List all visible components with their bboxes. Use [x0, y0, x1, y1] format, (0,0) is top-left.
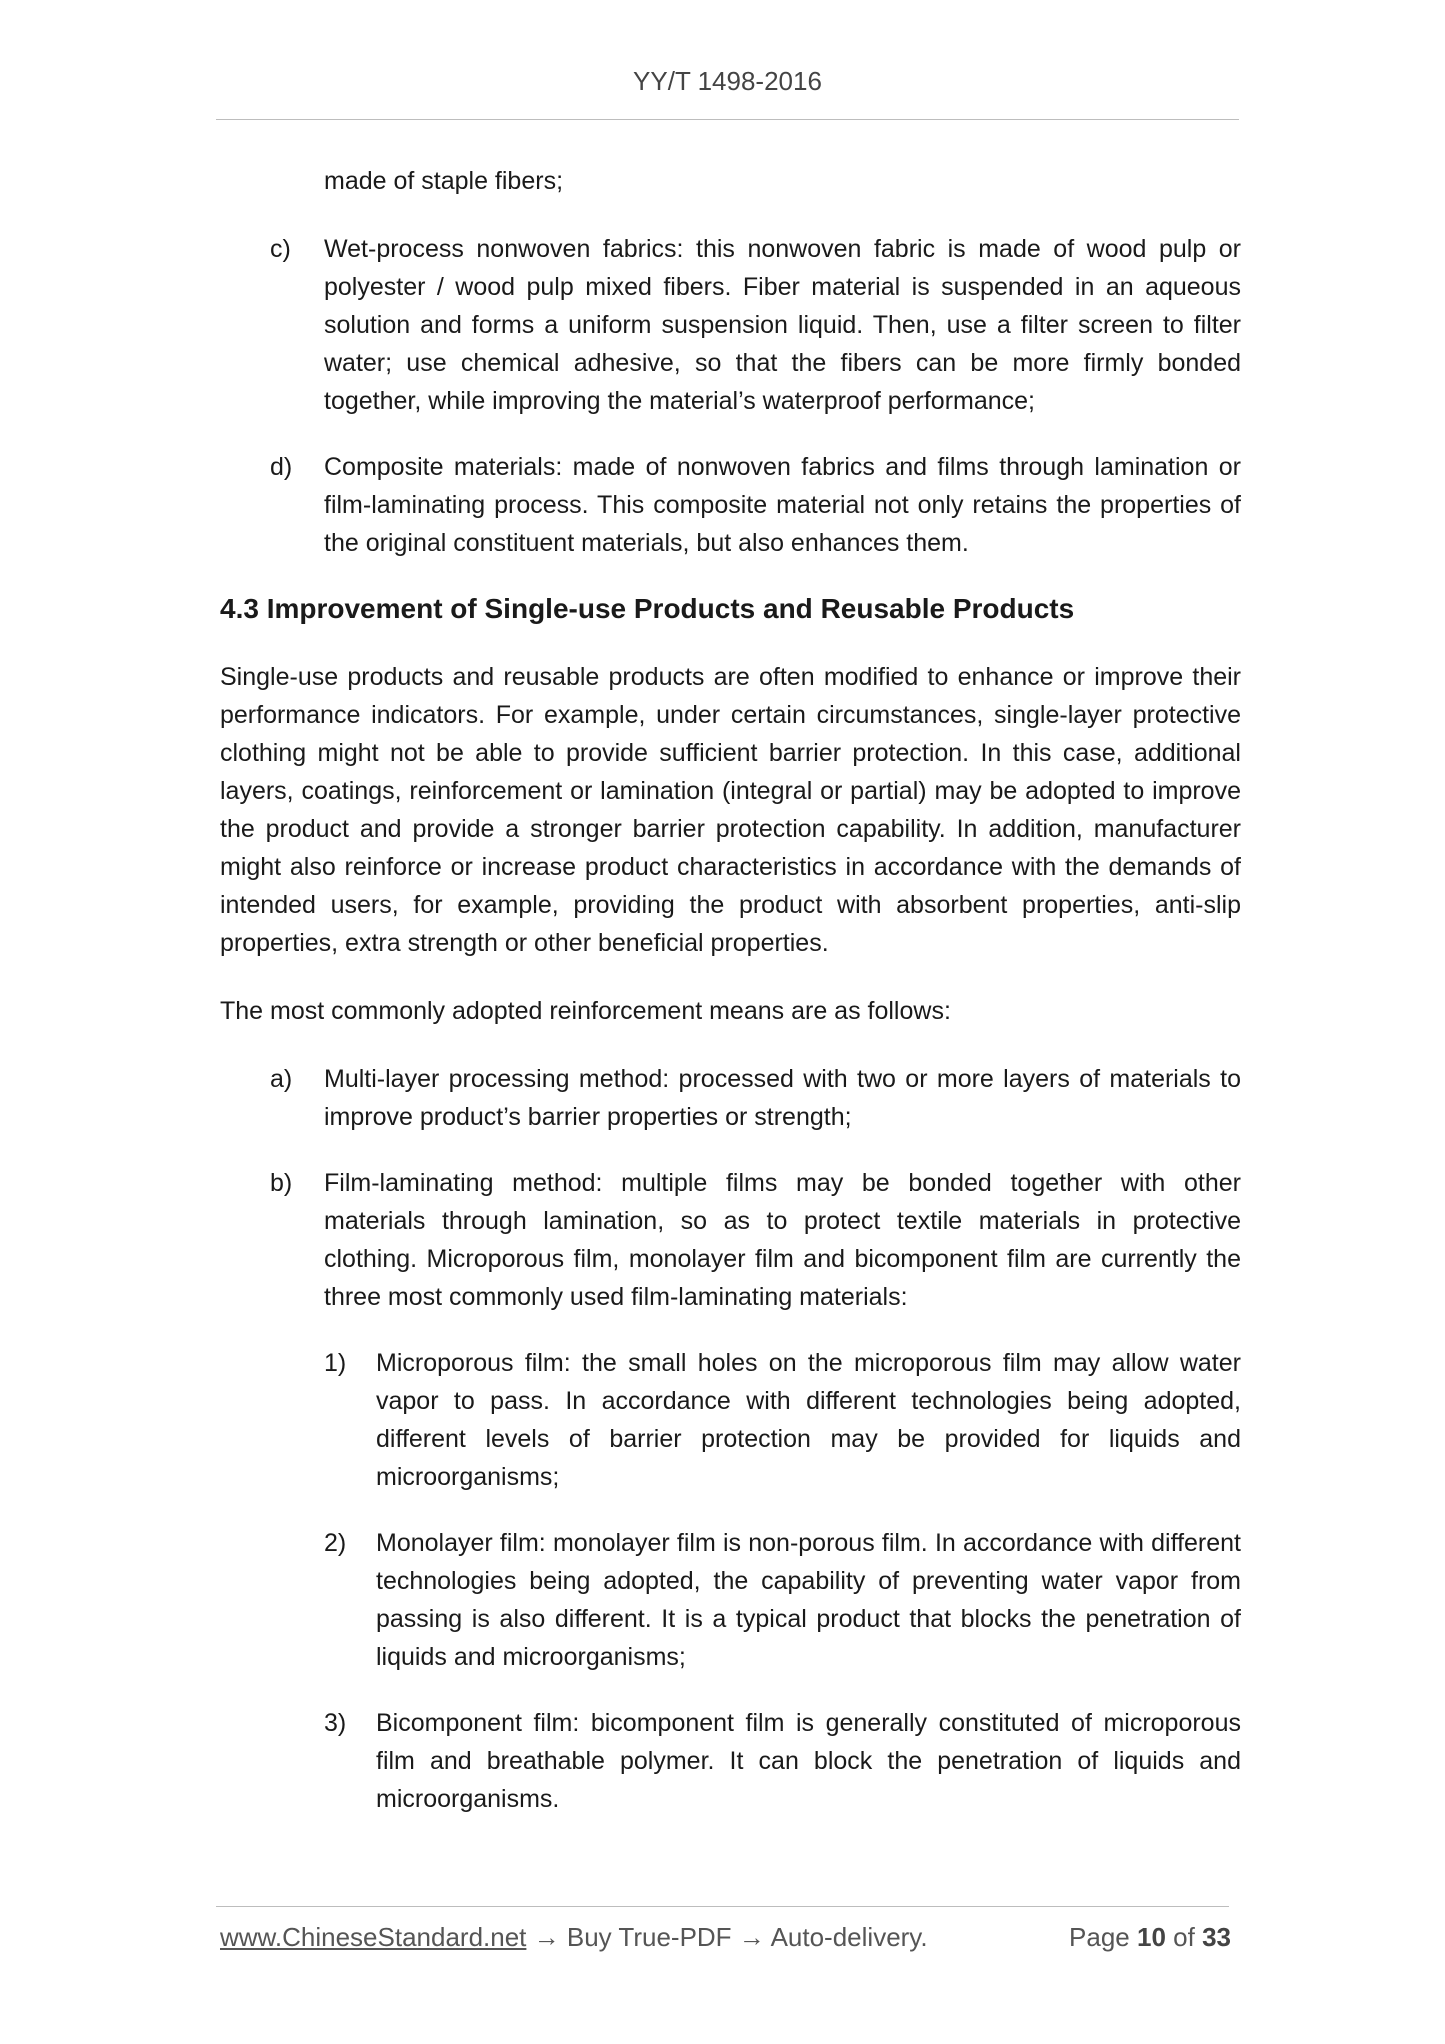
header-divider — [216, 119, 1239, 120]
sublist-item-text: Bicomponent film: bicomponent film is generally constituted of microporous film and breathable polymer. It can block the penetration of liquids and microorganisms. — [376, 1709, 1241, 1813]
list-marker: c) — [270, 235, 291, 263]
list-item-text: Film-laminating method: multiple films may be bonded together with other materials through lamination, so as to protect textile materials in protective clothing. Microporous film, monolayer film and bicomponent film are currently the three most commonly used film-laminating materials: — [324, 1169, 1241, 1311]
sublist-marker: 1) — [324, 1349, 347, 1377]
current-page-number: 10 — [1137, 1922, 1166, 1952]
sublist-marker: 3) — [324, 1709, 347, 1737]
list-item-a — [220, 1060, 1241, 1136]
list-marker: b) — [270, 1169, 293, 1197]
sublist-item-text: Monolayer film: monolayer film is non-porous film. In accordance with different technologies being adopted, the capability of preventing water vapor from passing is also different. It is a typical product that blocks the penetration of liquids and microorganisms; — [376, 1529, 1241, 1671]
footer-divider — [216, 1906, 1229, 1907]
continued-text: made of staple fibers; — [324, 167, 564, 195]
list-marker: a) — [270, 1065, 293, 1093]
sublist-marker: 2) — [324, 1529, 347, 1557]
page-footer — [220, 1922, 1235, 1953]
list-item-d — [220, 448, 1241, 562]
sublist-item-2 — [220, 1524, 1241, 1676]
page-label: Page — [1069, 1922, 1130, 1952]
list-item-text: Wet-process nonwoven fabrics: this nonwoven fabric is made of wood pulp or polyester / wood pulp mixed fibers. Fiber material is suspended in an aqueous solution and forms a uniform suspension liquid. Then, use a filter screen to filter water; use chemical adhesive, so that the fibers can be more firmly bonded together, while improving the material’s waterproof performance; — [324, 235, 1241, 415]
list-item-c — [220, 230, 1241, 420]
sublist-item-text: Microporous film: the small holes on the microporous film may allow water vapor to pass. In accordance with different technologies being adopted, different levels of barrier protection may be provided for liquids and microorganisms; — [376, 1349, 1241, 1491]
document-body — [220, 162, 1241, 1846]
page-indicator — [1069, 1922, 1231, 1953]
section-heading: 4.3 Improvement of Single-use Products and Reusable Products — [220, 593, 1075, 624]
document-id: YY/T 1498-2016 — [633, 66, 822, 96]
total-pages: 33 — [1202, 1922, 1231, 1952]
paragraph-means: The most commonly adopted reinforcement means are as follows: — [220, 997, 951, 1025]
website-link[interactable]: www.ChineseStandard.net — [220, 1922, 527, 1952]
document-header — [216, 66, 1239, 97]
sublist-item-1 — [220, 1344, 1241, 1496]
sublist-item-3 — [220, 1704, 1241, 1818]
promo-text: → Buy True-PDF → Auto-delivery. — [526, 1922, 928, 1952]
list-item-b — [220, 1164, 1241, 1316]
list-marker: d) — [270, 453, 293, 481]
paragraph-intro: Single-use products and reusable products are often modified to enhance or improve their performance indicators. For example, under certain circumstances, single-layer protective clothing might not be able to provide sufficient barrier protection. In this case, additional layers, coatings, reinforcement or lamination (integral or partial) may be adopted to improve the product and provide a stronger barrier protection capability. In addition, manufacturer might also reinforce or increase product characteristics in accordance with the demands of intended users, for example, providing the product with absorbent properties, anti-slip properties, extra strength or other beneficial properties. — [220, 663, 1241, 957]
list-item-text: Composite materials: made of nonwoven fabrics and films through lamination or film-laminating process. This composite material not only retains the properties of the original constituent materials, but also enhances them. — [324, 453, 1241, 557]
list-item-text: Multi-layer processing method: processed with two or more layers of materials to improve product’s barrier properties or strength; — [324, 1065, 1241, 1131]
of-label: of — [1173, 1922, 1195, 1952]
